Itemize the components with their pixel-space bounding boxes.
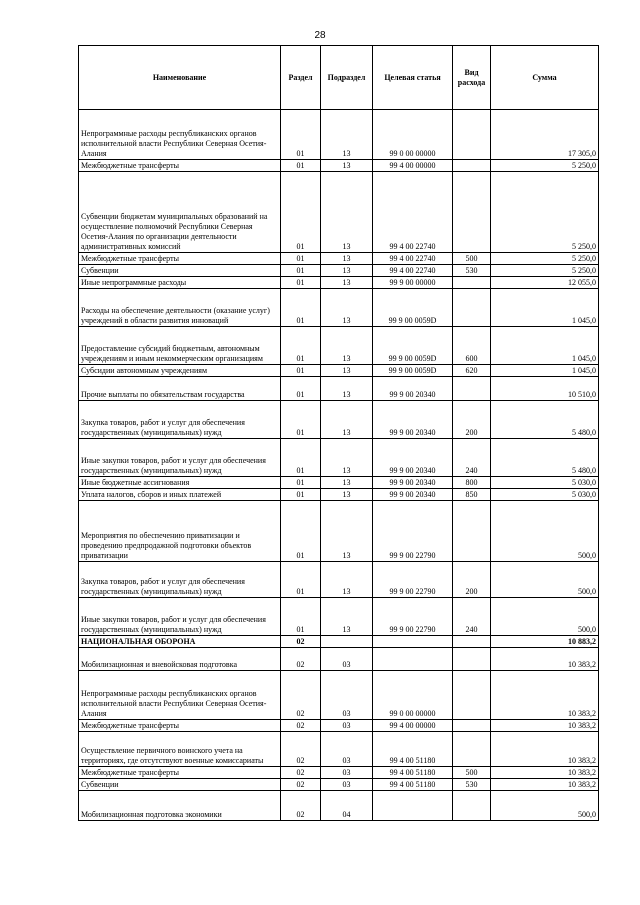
row-subsection: 03 bbox=[321, 779, 373, 791]
row-subsection: 13 bbox=[321, 253, 373, 265]
row-sum: 12 055,0 bbox=[491, 277, 599, 289]
row-section: 01 bbox=[281, 253, 321, 265]
row-name: Мобилизационная и вневойсковая подготовка bbox=[79, 648, 281, 671]
table-row bbox=[79, 636, 599, 648]
row-sum: 5 250,0 bbox=[491, 265, 599, 277]
row-sum: 500,0 bbox=[491, 562, 599, 598]
row-section: 01 bbox=[281, 477, 321, 489]
row-target: 99 4 00 00000 bbox=[373, 160, 453, 172]
row-type bbox=[453, 160, 491, 172]
row-sum: 10 383,2 bbox=[491, 779, 599, 791]
row-subsection: 13 bbox=[321, 265, 373, 277]
row-target: 99 9 00 0059D bbox=[373, 289, 453, 327]
row-subsection: 03 bbox=[321, 767, 373, 779]
row-section: 01 bbox=[281, 501, 321, 562]
row-subsection: 13 bbox=[321, 289, 373, 327]
row-name: Уплата налогов, сборов и иных платежей bbox=[79, 489, 281, 501]
row-section: 01 bbox=[281, 377, 321, 401]
row-type bbox=[453, 791, 491, 821]
row-target: 99 0 00 00000 bbox=[373, 671, 453, 720]
row-target: 99 4 00 22740 bbox=[373, 172, 453, 253]
row-section: 02 bbox=[281, 732, 321, 767]
row-sum: 10 383,2 bbox=[491, 767, 599, 779]
header-section: Раздел bbox=[281, 46, 321, 110]
row-sum: 10 383,2 bbox=[491, 720, 599, 732]
row-target: 99 4 00 51180 bbox=[373, 732, 453, 767]
row-type: 530 bbox=[453, 779, 491, 791]
budget-table bbox=[78, 45, 599, 821]
table-row bbox=[79, 110, 599, 160]
row-target: 99 9 00 20340 bbox=[373, 489, 453, 501]
row-target bbox=[373, 636, 453, 648]
row-sum: 500,0 bbox=[491, 598, 599, 636]
row-subsection: 13 bbox=[321, 277, 373, 289]
row-section: 01 bbox=[281, 489, 321, 501]
row-target: 99 4 00 00000 bbox=[373, 720, 453, 732]
row-type: 500 bbox=[453, 767, 491, 779]
row-subsection: 04 bbox=[321, 791, 373, 821]
row-subsection: 13 bbox=[321, 489, 373, 501]
row-target bbox=[373, 791, 453, 821]
header-subsection: Подраздел bbox=[321, 46, 373, 110]
row-type bbox=[453, 172, 491, 253]
row-sum: 10 383,2 bbox=[491, 648, 599, 671]
row-name: Иные бюджетные ассигнования bbox=[79, 477, 281, 489]
row-sum: 1 045,0 bbox=[491, 365, 599, 377]
row-section: 02 bbox=[281, 791, 321, 821]
table-row bbox=[79, 489, 599, 501]
row-type bbox=[453, 377, 491, 401]
row-subsection: 03 bbox=[321, 720, 373, 732]
table-row bbox=[79, 289, 599, 327]
row-sum: 10 883,2 bbox=[491, 636, 599, 648]
row-name: НАЦИОНАЛЬНАЯ ОБОРОНА bbox=[79, 636, 281, 648]
row-target: 99 9 00 0059D bbox=[373, 327, 453, 365]
row-name: Предоставление субсидий бюджетным, автономным учреждениям и иным некоммерческим организациям bbox=[79, 327, 281, 365]
row-section: 01 bbox=[281, 401, 321, 439]
row-sum: 5 030,0 bbox=[491, 489, 599, 501]
row-section: 01 bbox=[281, 327, 321, 365]
row-section: 01 bbox=[281, 365, 321, 377]
row-subsection bbox=[321, 636, 373, 648]
table-row bbox=[79, 501, 599, 562]
table-row bbox=[79, 365, 599, 377]
row-name: Осуществление первичного воинского учета на территориях, где отсутствуют военные комиссариаты bbox=[79, 732, 281, 767]
row-name: Расходы на обеспечение деятельности (оказание услуг) учреждений в области развития инноваций bbox=[79, 289, 281, 327]
row-target: 99 4 00 22740 bbox=[373, 265, 453, 277]
row-target: 99 9 00 00000 bbox=[373, 277, 453, 289]
row-type: 600 bbox=[453, 327, 491, 365]
row-name: Межбюджетные трансферты bbox=[79, 720, 281, 732]
table-row bbox=[79, 172, 599, 253]
row-sum: 10 383,2 bbox=[491, 732, 599, 767]
row-subsection: 13 bbox=[321, 160, 373, 172]
row-sum: 5 250,0 bbox=[491, 172, 599, 253]
row-name: Иные закупки товаров, работ и услуг для обеспечения государственных (муниципальных) нужд bbox=[79, 439, 281, 477]
row-name: Субсидии автономным учреждениям bbox=[79, 365, 281, 377]
table-row bbox=[79, 253, 599, 265]
header-name: Наименование bbox=[79, 46, 281, 110]
row-section: 01 bbox=[281, 439, 321, 477]
row-name: Межбюджетные трансферты bbox=[79, 253, 281, 265]
row-name: Субвенции bbox=[79, 265, 281, 277]
row-target: 99 9 00 20340 bbox=[373, 401, 453, 439]
row-sum: 10 510,0 bbox=[491, 377, 599, 401]
row-section: 02 bbox=[281, 671, 321, 720]
row-type: 850 bbox=[453, 489, 491, 501]
row-sum: 5 480,0 bbox=[491, 439, 599, 477]
row-name: Межбюджетные трансферты bbox=[79, 767, 281, 779]
row-target: 99 9 00 20340 bbox=[373, 377, 453, 401]
table-row bbox=[79, 720, 599, 732]
row-subsection: 13 bbox=[321, 401, 373, 439]
table-row bbox=[79, 779, 599, 791]
row-type bbox=[453, 648, 491, 671]
row-type bbox=[453, 636, 491, 648]
row-type: 200 bbox=[453, 562, 491, 598]
row-name: Иные закупки товаров, работ и услуг для обеспечения государственных (муниципальных) нужд bbox=[79, 598, 281, 636]
table-row bbox=[79, 598, 599, 636]
row-sum: 5 250,0 bbox=[491, 160, 599, 172]
row-target: 99 9 00 22790 bbox=[373, 562, 453, 598]
row-subsection: 03 bbox=[321, 732, 373, 767]
row-section: 01 bbox=[281, 160, 321, 172]
header-type: Вид расхода bbox=[453, 46, 491, 110]
table-row bbox=[79, 732, 599, 767]
table-header-row bbox=[79, 46, 599, 110]
row-type bbox=[453, 671, 491, 720]
row-name: Закупка товаров, работ и услуг для обеспечения государственных (муниципальных) нужд bbox=[79, 401, 281, 439]
row-target: 99 9 00 0059D bbox=[373, 365, 453, 377]
row-type: 240 bbox=[453, 598, 491, 636]
row-subsection: 13 bbox=[321, 172, 373, 253]
row-subsection: 13 bbox=[321, 501, 373, 562]
row-section: 01 bbox=[281, 598, 321, 636]
row-section: 02 bbox=[281, 636, 321, 648]
row-subsection: 03 bbox=[321, 671, 373, 720]
table-row bbox=[79, 265, 599, 277]
row-target: 99 9 00 22790 bbox=[373, 501, 453, 562]
row-section: 01 bbox=[281, 289, 321, 327]
row-sum: 1 045,0 bbox=[491, 289, 599, 327]
header-sum: Сумма bbox=[491, 46, 599, 110]
row-name: Мобилизационная подготовка экономики bbox=[79, 791, 281, 821]
row-subsection: 13 bbox=[321, 562, 373, 598]
row-type bbox=[453, 110, 491, 160]
table-row bbox=[79, 791, 599, 821]
table-row bbox=[79, 671, 599, 720]
table-row bbox=[79, 562, 599, 598]
row-sum: 17 305,0 bbox=[491, 110, 599, 160]
table-row bbox=[79, 160, 599, 172]
row-section: 01 bbox=[281, 562, 321, 598]
row-section: 02 bbox=[281, 720, 321, 732]
row-name: Субвенции бюджетам муниципальных образований на осуществление полномочий Республики Северная Осетия-Алания по организации деятельности административных комиссий bbox=[79, 172, 281, 253]
row-section: 01 bbox=[281, 110, 321, 160]
row-type: 530 bbox=[453, 265, 491, 277]
row-name: Межбюджетные трансферты bbox=[79, 160, 281, 172]
row-section: 01 bbox=[281, 277, 321, 289]
row-sum: 500,0 bbox=[491, 791, 599, 821]
row-target: 99 4 00 51180 bbox=[373, 779, 453, 791]
row-subsection: 13 bbox=[321, 477, 373, 489]
row-type bbox=[453, 732, 491, 767]
header-target: Целевая статья bbox=[373, 46, 453, 110]
row-name: Иные непрограммные расходы bbox=[79, 277, 281, 289]
row-type: 620 bbox=[453, 365, 491, 377]
row-section: 01 bbox=[281, 172, 321, 253]
row-type bbox=[453, 501, 491, 562]
table-row bbox=[79, 401, 599, 439]
table-row bbox=[79, 648, 599, 671]
row-subsection: 13 bbox=[321, 598, 373, 636]
row-sum: 500,0 bbox=[491, 501, 599, 562]
row-subsection: 13 bbox=[321, 327, 373, 365]
row-target: 99 4 00 22740 bbox=[373, 253, 453, 265]
row-subsection: 13 bbox=[321, 110, 373, 160]
row-type bbox=[453, 289, 491, 327]
table-row bbox=[79, 439, 599, 477]
table-row bbox=[79, 767, 599, 779]
page-number: 28 bbox=[314, 30, 326, 41]
row-sum: 5 480,0 bbox=[491, 401, 599, 439]
row-target: 99 9 00 20340 bbox=[373, 477, 453, 489]
row-type: 240 bbox=[453, 439, 491, 477]
row-target: 99 4 00 51180 bbox=[373, 767, 453, 779]
row-sum: 10 383,2 bbox=[491, 671, 599, 720]
table-row bbox=[79, 327, 599, 365]
row-type: 200 bbox=[453, 401, 491, 439]
row-section: 02 bbox=[281, 779, 321, 791]
row-name: Закупка товаров, работ и услуг для обеспечения государственных (муниципальных) нужд bbox=[79, 562, 281, 598]
row-target: 99 9 00 20340 bbox=[373, 439, 453, 477]
row-type: 800 bbox=[453, 477, 491, 489]
row-sum: 5 030,0 bbox=[491, 477, 599, 489]
table-row bbox=[79, 377, 599, 401]
row-target: 99 9 00 22790 bbox=[373, 598, 453, 636]
row-subsection: 03 bbox=[321, 648, 373, 671]
row-name: Прочие выплаты по обязательствам государства bbox=[79, 377, 281, 401]
table-row bbox=[79, 277, 599, 289]
row-section: 02 bbox=[281, 767, 321, 779]
row-sum: 5 250,0 bbox=[491, 253, 599, 265]
row-subsection: 13 bbox=[321, 365, 373, 377]
row-name: Непрограммные расходы республиканских органов исполнительной власти Республики Северная Осетия-Алания bbox=[79, 110, 281, 160]
row-type bbox=[453, 720, 491, 732]
row-section: 02 bbox=[281, 648, 321, 671]
row-name: Непрограммные расходы республиканских органов исполнительной власти Республики Северная Осетия-Алания bbox=[79, 671, 281, 720]
row-section: 01 bbox=[281, 265, 321, 277]
row-type: 500 bbox=[453, 253, 491, 265]
row-type bbox=[453, 277, 491, 289]
row-subsection: 13 bbox=[321, 377, 373, 401]
row-name: Субвенции bbox=[79, 779, 281, 791]
row-sum: 1 045,0 bbox=[491, 327, 599, 365]
row-name: Мероприятия по обеспечению приватизации и проведению предпродажной подготовки объектов приватизации bbox=[79, 501, 281, 562]
row-subsection: 13 bbox=[321, 439, 373, 477]
row-target bbox=[373, 648, 453, 671]
table-row bbox=[79, 477, 599, 489]
row-target: 99 0 00 00000 bbox=[373, 110, 453, 160]
